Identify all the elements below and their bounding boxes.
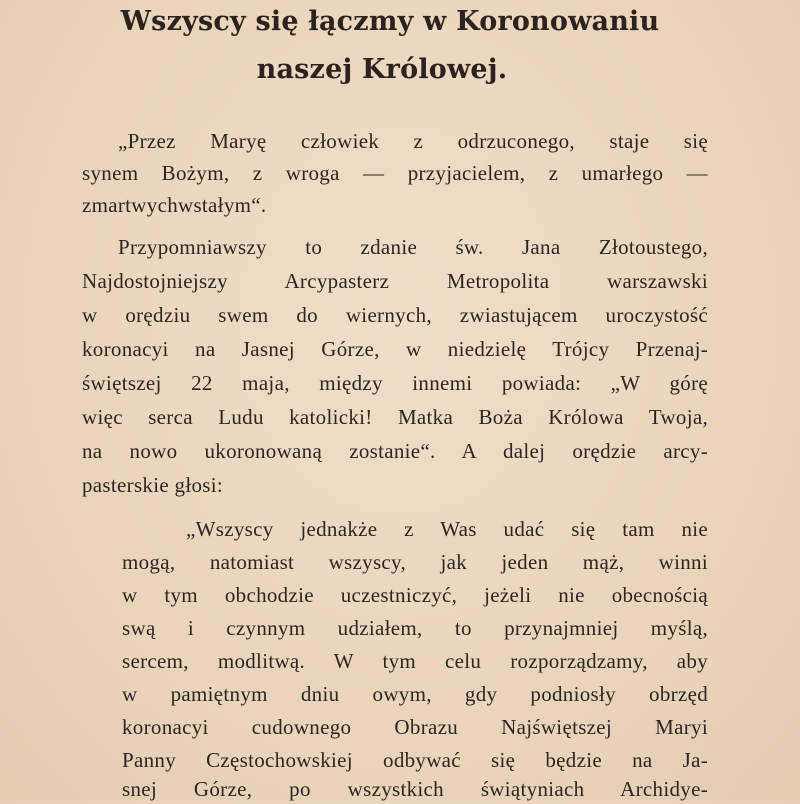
quote-line-7: koronacyi cudownego Obrazu Najświętszej Maryi [122, 715, 708, 739]
paragraph-1-line-3: zmartwychwstałym“. [82, 193, 267, 217]
page-title-line-2: naszej Królowej. [256, 54, 508, 85]
paragraph-2-line-6: więc serca Ludu katolicki! Matka Boża Królowa Twoja, [82, 405, 708, 429]
paragraph-2-line-1: Przypomniawszy to zdanie św. Jana Złotoustego, [118, 235, 708, 259]
quote-line-2: mogą, natomiast wszyscy, jak jeden mąż, winni [122, 550, 708, 574]
page-title-line-1: Wszyscy się łączmy w Koronowaniu [120, 6, 660, 37]
paragraph-2-line-3: w orędziu swem do wiernych, zwiastującem uroczystość [82, 303, 708, 327]
quote-line-4: swą i czynnym udziałem, to przynajmniej myślą, [122, 616, 708, 640]
quote-line-8: Panny Częstochowskiej odbywać się będzie na Ja- [122, 748, 708, 772]
paragraph-1-line-2: synem Bożym, z wroga — przyjacielem, z umarłego — [82, 161, 708, 185]
quote-line-5: sercem, modlitwą. W tym celu rozporządzamy, aby [122, 649, 708, 673]
paragraph-1-line-1: „Przez Maryę człowiek z odrzuconego, staje się [118, 129, 708, 153]
quote-line-9: snej Górze, po wszystkich świątyniach Archidye- [122, 777, 708, 801]
quote-line-6: w pamiętnym dniu owym, gdy podniosły obrzęd [122, 682, 708, 706]
quote-line-3: w tym obchodzie uczestniczyć, jeżeli nie obecnością [122, 583, 708, 607]
quote-line-1: „Wszyscy jednakże z Was udać się tam nie [186, 517, 708, 541]
paragraph-2-line-4: koronacyi na Jasnej Górze, w niedzielę Trójcy Przenaj- [82, 337, 708, 361]
paragraph-2-line-2: Najdostojniejszy Arcypasterz Metropolita warszawski [82, 269, 708, 293]
paragraph-2-line-7: na nowo ukoronowaną zostanie“. A dalej orędzie arcy- [82, 439, 708, 463]
paragraph-2-line-8: pasterskie głosi: [82, 473, 223, 497]
paragraph-2-line-5: świętszej 22 maja, między innemi powiada: „W górę [82, 371, 708, 395]
